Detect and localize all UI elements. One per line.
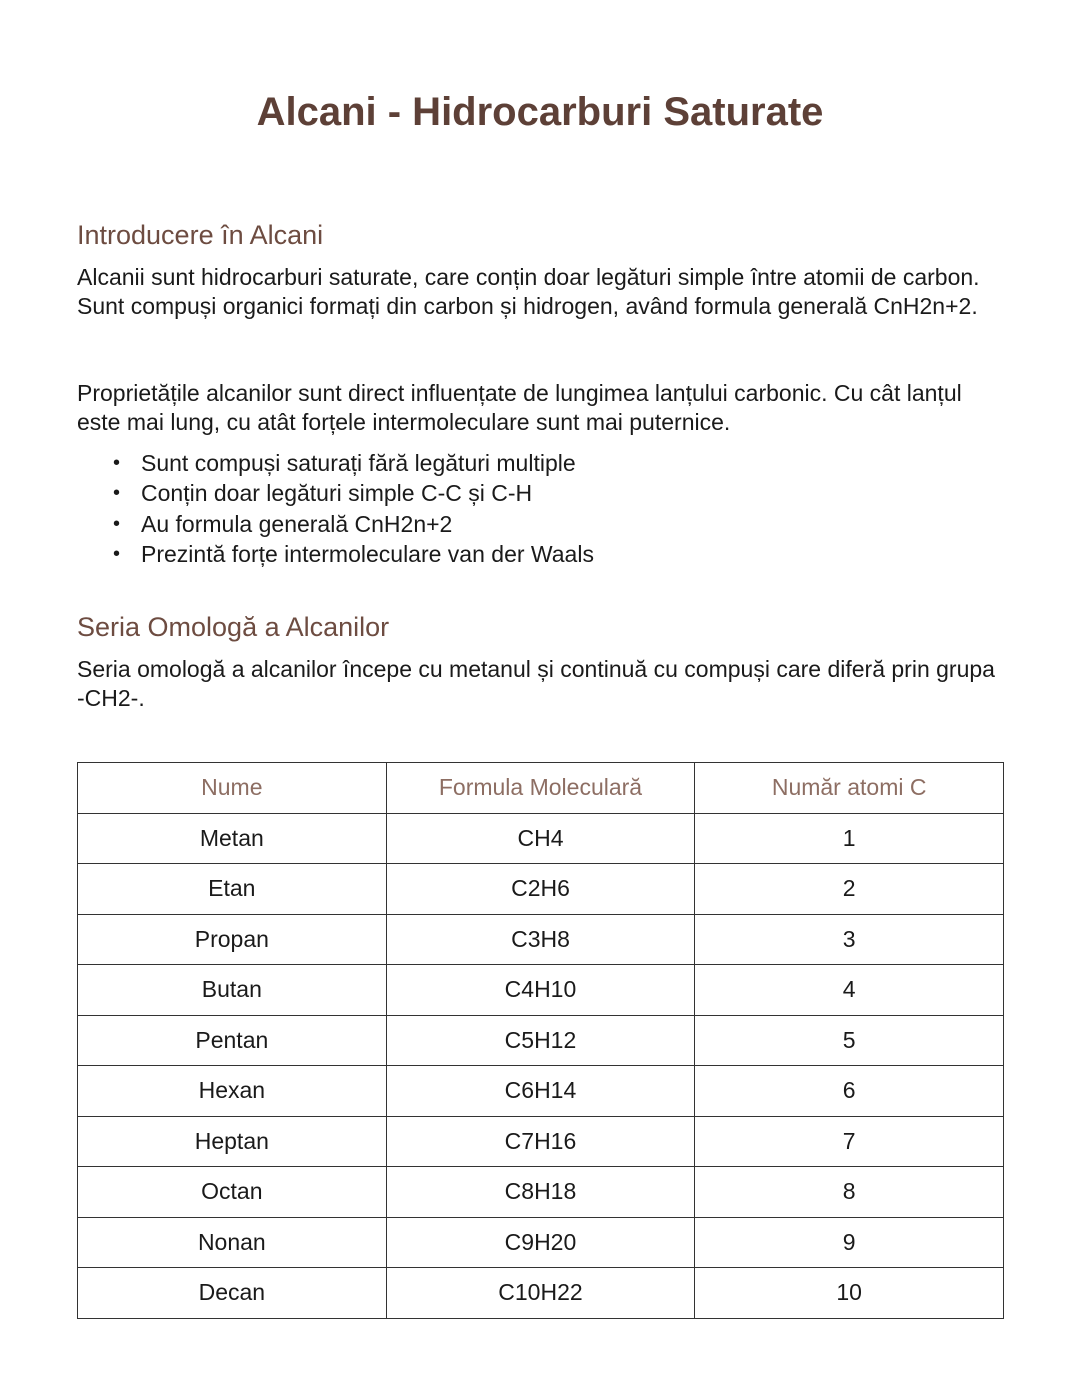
list-item bbox=[77, 448, 1007, 478]
cell-carbon-count: 7 bbox=[695, 1116, 1004, 1167]
table-row bbox=[78, 864, 1004, 915]
cell-name: Etan bbox=[78, 864, 387, 915]
list-item bbox=[77, 539, 1007, 569]
cell-name: Butan bbox=[78, 965, 387, 1016]
list-item bbox=[77, 478, 1007, 508]
cell-name: Decan bbox=[78, 1268, 387, 1319]
properties-list bbox=[77, 448, 1007, 569]
cell-name: Pentan bbox=[78, 1015, 387, 1066]
table-row bbox=[78, 1015, 1004, 1066]
page-title: Alcani - Hidrocarburi Saturate bbox=[256, 90, 824, 134]
bullet-icon: • bbox=[113, 482, 121, 505]
table-row bbox=[78, 813, 1004, 864]
series-paragraph: Seria omologă a alcanilor începe cu metanul și continuă cu compuși care diferă prin grupa -CH2-. bbox=[77, 656, 995, 711]
table-row bbox=[78, 1217, 1004, 1268]
cell-carbon-count: 6 bbox=[695, 1066, 1004, 1117]
cell-carbon-count: 3 bbox=[695, 914, 1004, 965]
table-row bbox=[78, 1116, 1004, 1167]
cell-formula: C7H16 bbox=[386, 1116, 695, 1167]
list-item-text: Prezintă forțe intermoleculare van der Waals bbox=[141, 540, 594, 567]
cell-name: Octan bbox=[78, 1167, 387, 1218]
cell-formula: C5H12 bbox=[386, 1015, 695, 1066]
bullet-icon: • bbox=[113, 452, 121, 474]
list-item-text: Au formula generală CnH2n+2 bbox=[141, 510, 453, 537]
cell-formula: CH4 bbox=[386, 813, 695, 864]
cell-name: Hexan bbox=[78, 1066, 387, 1117]
header-carbon-count: Număr atomi C bbox=[695, 763, 1004, 814]
list-item-text: Sunt compuși saturați fără legături multiple bbox=[141, 450, 576, 476]
cell-formula: C6H14 bbox=[386, 1066, 695, 1117]
header-formula: Formula Moleculară bbox=[386, 763, 695, 814]
cell-formula: C9H20 bbox=[386, 1217, 695, 1268]
cell-formula: C2H6 bbox=[386, 864, 695, 915]
table-row bbox=[78, 1268, 1004, 1319]
table-row bbox=[78, 1167, 1004, 1218]
list-item bbox=[77, 509, 1007, 539]
series-heading: Seria Omologă a Alcanilor bbox=[77, 612, 390, 642]
cell-name: Propan bbox=[78, 914, 387, 965]
homologous-series-table bbox=[77, 762, 1004, 1319]
header-name: Nume bbox=[78, 763, 387, 814]
cell-carbon-count: 8 bbox=[695, 1167, 1004, 1218]
bullet-icon: • bbox=[113, 542, 121, 565]
intro-paragraph-2: Proprietățile alcanilor sunt direct influențate de lungimea lanțului carbonic. Cu cât lanțul este mai lung, cu atât forțele intermoleculare sunt mai puternice. bbox=[77, 380, 962, 435]
cell-carbon-count: 4 bbox=[695, 965, 1004, 1016]
table-row bbox=[78, 914, 1004, 965]
cell-carbon-count: 10 bbox=[695, 1268, 1004, 1319]
cell-formula: C10H22 bbox=[386, 1268, 695, 1319]
cell-carbon-count: 2 bbox=[695, 864, 1004, 915]
cell-name: Heptan bbox=[78, 1116, 387, 1167]
cell-name: Nonan bbox=[78, 1217, 387, 1268]
intro-paragraph-1: Alcanii sunt hidrocarburi saturate, care conțin doar legături simple între atomii de carbon. Sunt compuși organici formați din carbon și hidrogen, având formula generală CnH2n+2. bbox=[77, 264, 980, 319]
table-row bbox=[78, 1066, 1004, 1117]
cell-carbon-count: 9 bbox=[695, 1217, 1004, 1268]
bullet-icon: • bbox=[113, 512, 121, 535]
cell-formula: C4H10 bbox=[386, 965, 695, 1016]
cell-carbon-count: 1 bbox=[695, 813, 1004, 864]
cell-formula: C3H8 bbox=[386, 914, 695, 965]
cell-formula: C8H18 bbox=[386, 1167, 695, 1218]
cell-carbon-count: 5 bbox=[695, 1015, 1004, 1066]
cell-name: Metan bbox=[78, 813, 387, 864]
table-header-row bbox=[78, 763, 1004, 814]
table-row bbox=[78, 965, 1004, 1016]
list-item-text: Conțin doar legături simple C-C și C-H bbox=[141, 480, 533, 507]
intro-heading: Introducere în Alcani bbox=[77, 220, 324, 250]
